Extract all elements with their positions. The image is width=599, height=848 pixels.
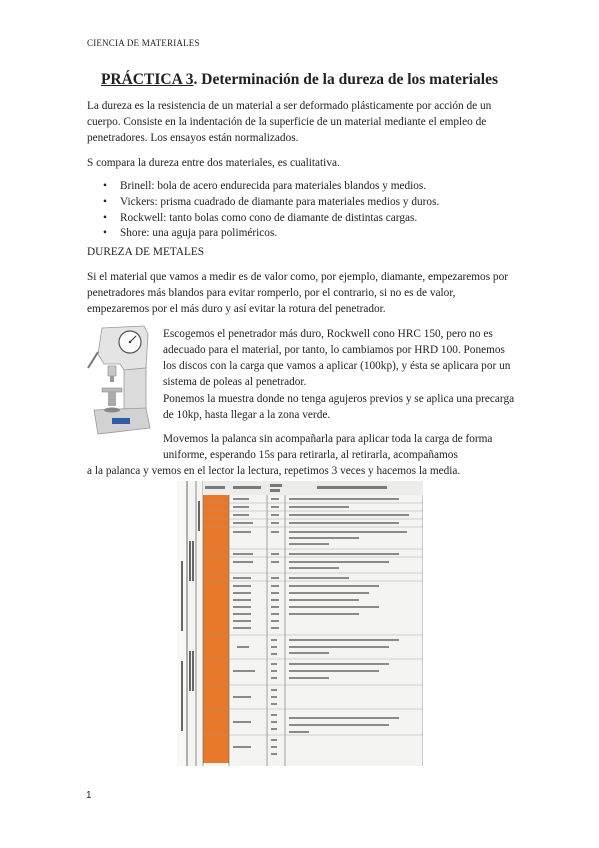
procedure-paragraph-2: Ponemos la muestra donde no tenga agujeros previos y se aplica una precarga de 10kp, hasta llegar a la zona verde. xyxy=(163,393,515,421)
list-item: • Brinell: bola de acero endurecida para materiales blandos y medios. xyxy=(103,179,523,195)
penetrator-list xyxy=(103,179,523,242)
page-title xyxy=(0,71,599,89)
metal-paragraph: Si el material que vamos a medir es de valor como, por ejemplo, diamante, empezaremos por penetradores más blandos para evitar romperlo, por el contrario, si no es de valor, empezaremos por el más duro y así evitar la rotura del penetrador. xyxy=(87,271,508,315)
list-item: • Vickers: prisma cuadrado de diamante para materiales medios y duros. xyxy=(103,195,523,211)
running-header: CIENCIA DE MATERIALES xyxy=(87,38,200,48)
hardness-tester-machine-image xyxy=(84,324,156,446)
rockwell-scales-table-image xyxy=(177,481,423,766)
intro-paragraph: La dureza es la resistencia de un material a ser deformado plásticamente por acción de un cuerpo. Consiste en la indentación de la superficie de un material mediante el empleo de penetradores. Los ensayos están normalizados. xyxy=(87,100,492,144)
page-number: 1 xyxy=(86,790,92,801)
list-item: • Shore: una aguja para poliméricos. xyxy=(103,226,523,242)
practice-number: PRÁCTICA 3 xyxy=(100,71,194,88)
title-rest: . Determinación de la dureza de los materiales xyxy=(193,71,499,88)
compare-paragraph: S compara la dureza entre dos materiales, es cualitativa. xyxy=(87,157,340,169)
procedure-paragraph-1: Escogemos el penetrador más duro, Rockwell cono HRC 150, pero no es adecuado para el material, por tanto, lo cambiamos por HRD 100. Ponemos los discos con la carga que vamos a aplicar (100kp), y ésta se aplicara por un sistema de poleas al penetrador. xyxy=(163,328,511,388)
procedure-paragraph-3b: a la palanca y vemos en el lector la lectura, repetimos 3 veces y hacemos la media. xyxy=(87,465,461,477)
procedure-paragraph-3a: Movemos la palanca sin acompañarla para aplicar toda la carga de forma uniforme, esperando 15s para retirarla, al retirarla, acompañamos xyxy=(163,433,493,461)
list-item: • Rockwell: tanto bolas como cono de diamante de distintas cargas. xyxy=(103,211,523,227)
section-heading: DUREZA DE METALES xyxy=(87,246,205,258)
